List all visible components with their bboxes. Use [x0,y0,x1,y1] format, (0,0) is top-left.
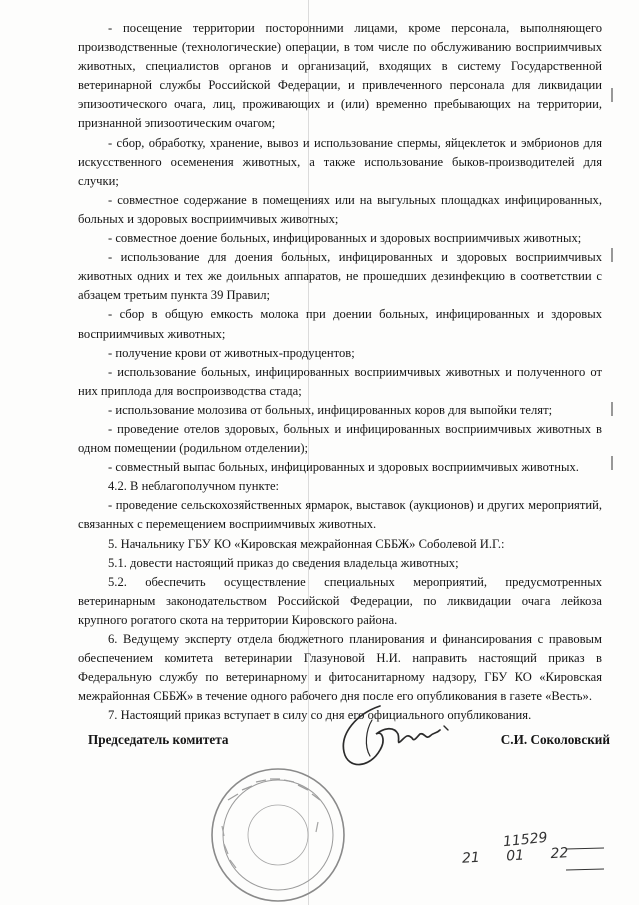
paragraph-6: 6. Ведущему эксперту отдела бюджетного планирования и финансирования с правовым обеспечением комитета ветеринарии Глазуновой Н.И. направить настоящий приказ в Федеральную службу по ветеринарному и фитосанитарному надзору, ГБУ КО «Кировская межрайонная СББЖ» в течение одного рабочего дня после его опубликования в газете «Весть». [78,632,602,704]
paragraph-blood-ban: - получение крови от животных-продуцентов; [108,345,355,360]
section-5-heading: 5. Начальнику ГБУ КО «Кировская межрайонная СББЖ» Соболевой И.Г.: [108,536,505,551]
paragraph-5-2: 5.2. обеспечить осуществление специальных мероприятий, предусмотренных ветеринарным законодательством Российской Федерации, по ликвидации очага лейкоза крупного рогатого скота на территории Кировского района. [78,574,602,627]
paragraph-breeding-ban: - использование больных, инфицированных восприимчивых животных и полученного от них приплода для воспроизводства стада; [78,364,602,398]
paragraph-calving-ban: - проведение отелов здоровых, больных и инфицированных восприимчивых животных в одном помещении (родильном отделении); [78,421,602,456]
paragraph-7: 7. Настоящий приказ вступает в силу со дня его официального опубликования. [108,708,532,723]
handwritten-date: 21 01 22 [461,845,569,867]
paragraph-semen-ban: - сбор, обработку, хранение, вывоз и использование спермы, яйцеклеток и эмбрионов для искусственного осеменения животных, а также использование быков-производителей для случки; [78,135,602,188]
paragraph-grazing-ban: - совместный выпас больных, инфицированных и здоровых восприимчивых животных. [108,460,579,475]
paragraph-visit-ban: - посещение территории посторонними лицами, кроме персонала, выполняющего производственные (технологические) операции, в том числе по обслуживанию восприимчивых животных, специалистов органов и организаций, входящих в систему Государственной ветеринарной службы Российской Федерации, и привлеченного персонала для ликвидации эпизоотического очага, лиц, проживающих и (или) временно пребывающих на территории, признанной эпизоотическим очагом; [78,21,602,131]
paragraph-joint-keeping-ban: - совместное содержание в помещениях или на выгульных площадках инфицированных, больных и здоровых восприимчивых животных; [78,192,602,226]
paragraph-5-1: 5.1. довести настоящий приказ до сведения владельца животных; [108,555,459,570]
section-4-2-heading: 4.2. В неблагополучном пункте: [108,479,280,494]
paragraph-fairs-ban: - проведение сельскохозяйственных ярмарок, выставок (аукционов) и других мероприятий, связанных с перемещением восприимчивых животных. [78,498,602,532]
paragraph-joint-milking-ban: - совместное доение больных, инфицированных и здоровых восприимчивых животных; [108,231,582,246]
signer-name: С.И. Соколовский [500,732,610,747]
handwritten-registration-number: 11529 [502,829,549,851]
paragraph-milking-equipment-ban: - использование для доения больных, инфицированных и здоровых восприимчивых животных одних и тех же доильных аппаратов, не прошедших дезинфекцию в соответствии с абзацем третьим пункта 39 Правил; [78,250,602,303]
signer-title: Председатель комитета [88,732,229,747]
paragraph-colostrum-ban: - использование молозива от больных, инфицированных коров для выпойки телят; [108,402,553,417]
paragraph-milk-collection-ban: - сбор в общую емкость молока при доении больных, инфицированных и здоровых восприимчивых животных; [78,307,602,341]
